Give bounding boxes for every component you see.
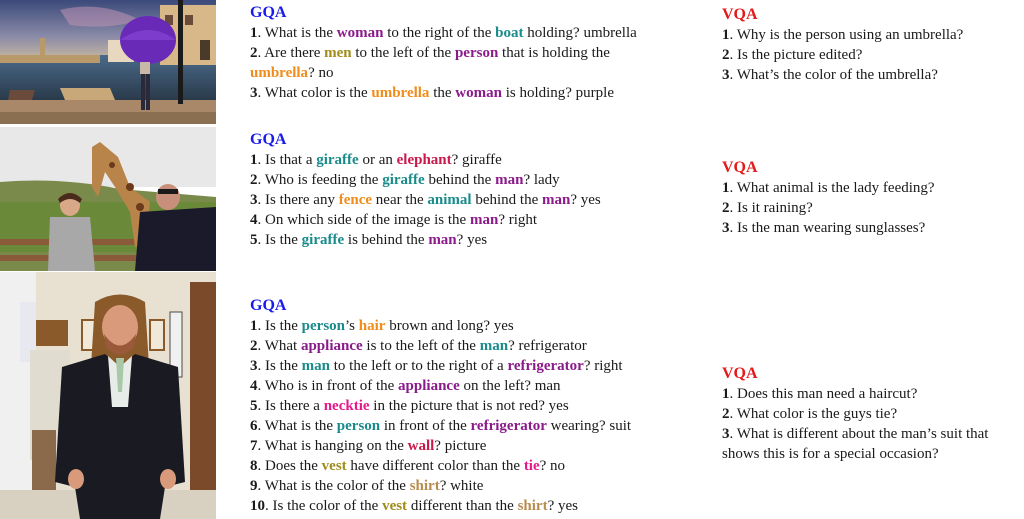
question-text: ? yes [570,192,601,208]
gqa-title: GQA [250,131,287,148]
highlighted-object-word: appliance [398,378,460,394]
highlighted-object-word: hair [358,318,386,334]
question-text: behind the [471,192,543,208]
highlighted-object-word: vest [321,458,347,474]
question-text: . On which side of the image is the [257,212,470,228]
question-text: on the left? man [459,378,561,394]
highlighted-object-word: elephant [396,152,452,168]
highlighted-object-word: woman [455,85,502,101]
question-text: . Who is feeding the [257,172,383,188]
highlighted-object-word: man [428,232,457,248]
question-text: ? right [498,212,538,228]
question-text: ? right [583,358,623,374]
gqa-question [250,190,601,210]
highlighted-object-word: man [542,192,571,208]
gqa-question [250,376,631,396]
gqa-question [250,436,631,456]
question-text: different than the [407,498,518,514]
question-number: 5 [250,398,258,414]
highlighted-object-word: person [336,418,381,434]
highlighted-object-word: giraffe [301,232,345,248]
gqa-question [250,316,631,336]
question-number: 1 [722,27,730,43]
gqa-question [250,23,637,43]
vqa-question [722,45,1024,65]
question-text: in front of the [380,418,471,434]
question-number: 4 [250,378,258,394]
vqa-block-1 [722,5,1024,85]
question-text: in the picture that is not red? yes [369,398,569,414]
question-text: to the left or to the right of a [330,358,508,374]
question-text: . What is the [257,418,337,434]
gqa-question [250,356,631,376]
question-number: 1 [722,180,730,196]
gqa-question [250,476,631,496]
vqa-question [722,384,1024,404]
highlighted-object-word: man [469,212,499,228]
highlighted-object-word: giraffe [316,152,359,168]
question-text: ? no [308,65,334,81]
question-text: ? refrigerator [508,338,587,354]
vqa-title: VQA [722,6,758,23]
highlighted-object-word: umbrella [250,65,309,81]
question-number: 5 [250,232,258,248]
gqa-question [250,416,631,436]
gqa-question [250,63,637,83]
highlighted-object-word: person [301,318,346,334]
gqa-title: GQA [250,297,287,314]
question-number: 3 [722,426,730,442]
highlighted-object-word: vest [382,498,408,514]
question-text: . What is different about the man’s suit that shows this is for a special occasion? [722,426,989,462]
highlighted-object-word: shirt [517,498,548,514]
highlighted-object-word: refrigerator [470,418,547,434]
question-number: 2 [722,200,730,216]
question-text: ? picture [434,438,487,454]
question-text: . What is the [257,25,337,41]
question-number: 3 [722,67,730,83]
highlighted-object-word: men [324,45,352,61]
highlighted-object-word: boat [495,25,524,41]
highlighted-object-word: tie [523,458,540,474]
highlighted-object-word: person [454,45,499,61]
question-text: . Does the [257,458,322,474]
question-text: ? white [439,478,484,494]
harbor-umbrella-image [0,0,216,124]
vqa-title: VQA [722,365,758,382]
vqa-title: VQA [722,159,758,176]
highlighted-object-word: umbrella [371,85,430,101]
highlighted-object-word: man [301,358,331,374]
question-number: 10 [250,498,265,514]
vqa-question [722,198,1024,218]
highlighted-object-word: wall [407,438,435,454]
question-number: 1 [250,152,258,168]
vqa-question [722,178,1024,198]
question-text: . Who is in front of the [257,378,399,394]
gqa-question [250,43,637,63]
vqa-question [722,65,1024,85]
question-text: . Is the [257,232,302,248]
question-text: . Is there any [257,192,339,208]
question-text: have different color than the [346,458,524,474]
highlighted-object-word: refrigerator [507,358,584,374]
question-text: . Are there [257,45,325,61]
question-text: is to the left of the [362,338,480,354]
highlighted-object-word: man [495,172,524,188]
vqa-question [722,25,1024,45]
gqa-question [250,210,601,230]
highlighted-object-word: appliance [300,338,363,354]
question-text: the [429,85,456,101]
question-text: ? yes [456,232,488,248]
gqa-question [250,496,631,516]
question-number: 1 [722,386,730,402]
vqa-question [722,404,1024,424]
highlighted-object-word: fence [338,192,373,208]
question-number: 9 [250,478,258,494]
vqa-block-2 [722,158,1024,238]
vqa-question [722,424,1024,464]
question-number: 2 [250,338,258,354]
gqa-question [250,150,601,170]
vqa-question [722,218,1024,238]
giraffe-feeding-image [0,127,216,271]
question-text: or an [358,152,397,168]
highlighted-object-word: giraffe [382,172,425,188]
question-number: 2 [250,45,258,61]
gqa-block-1 [250,3,637,103]
gqa-question [250,456,631,476]
gqa-question [250,170,601,190]
question-number: 3 [722,220,730,236]
question-text: . Is the [257,358,302,374]
question-number: 1 [250,318,258,334]
question-text: ? giraffe [451,152,502,168]
gqa-question [250,396,631,416]
question-text: ? no [539,458,566,474]
gqa-title: GQA [250,4,287,21]
question-text: . Is the man wearing sunglasses? [729,220,926,236]
question-number: 4 [250,212,258,228]
question-text: . What [257,338,301,354]
question-text: that is holding the [498,45,610,61]
question-text: . Why is the person using an umbrella? [729,27,964,43]
question-text: . Is that a [257,152,317,168]
question-text: wearing? suit [546,418,632,434]
question-number: 3 [250,358,258,374]
question-text: . What is hanging on the [257,438,408,454]
question-text: ? yes [547,498,578,514]
question-text: . What color is the guys tie? [729,406,898,422]
highlighted-object-word: woman [336,25,384,41]
question-text: . Is it raining? [729,200,813,216]
question-number: 2 [722,406,730,422]
question-text: brown and long? yes [385,318,514,334]
gqa-question [250,83,637,103]
question-text: ? lady [523,172,560,188]
question-text: . What animal is the lady feeding? [729,180,935,196]
question-text: behind the [424,172,496,188]
question-text: to the left of the [351,45,455,61]
question-text: . Is the color of the [265,498,383,514]
highlighted-object-word: animal [427,192,472,208]
question-text: near the [372,192,428,208]
question-text: . Is the picture edited? [729,47,863,63]
question-text: ’s [345,318,359,334]
question-number: 1 [250,25,258,41]
question-number: 3 [250,85,258,101]
highlighted-object-word: man [479,338,509,354]
question-text: holding? umbrella [523,25,637,41]
question-number: 3 [250,192,258,208]
question-text: . What is the color of the [257,478,410,494]
question-number: 2 [250,172,258,188]
question-text: is holding? purple [501,85,615,101]
question-text: is behind the [344,232,429,248]
gqa-question [250,336,631,356]
question-number: 8 [250,458,258,474]
question-text: . Does this man need a haircut? [729,386,918,402]
question-number: 2 [722,47,730,63]
question-number: 7 [250,438,258,454]
gqa-block-3 [250,296,631,516]
highlighted-object-word: necktie [323,398,370,414]
question-text: . What color is the [257,85,372,101]
question-text: to the right of the [383,25,496,41]
question-text: . Is there a [257,398,324,414]
question-text: . Is the [257,318,302,334]
highlighted-object-word: shirt [409,478,440,494]
vqa-block-3 [722,364,1024,464]
gqa-question [250,230,601,250]
question-text: . What’s the color of the umbrella? [729,67,938,83]
question-number: 6 [250,418,258,434]
gqa-block-2 [250,130,601,250]
man-in-suit-image [0,272,216,519]
